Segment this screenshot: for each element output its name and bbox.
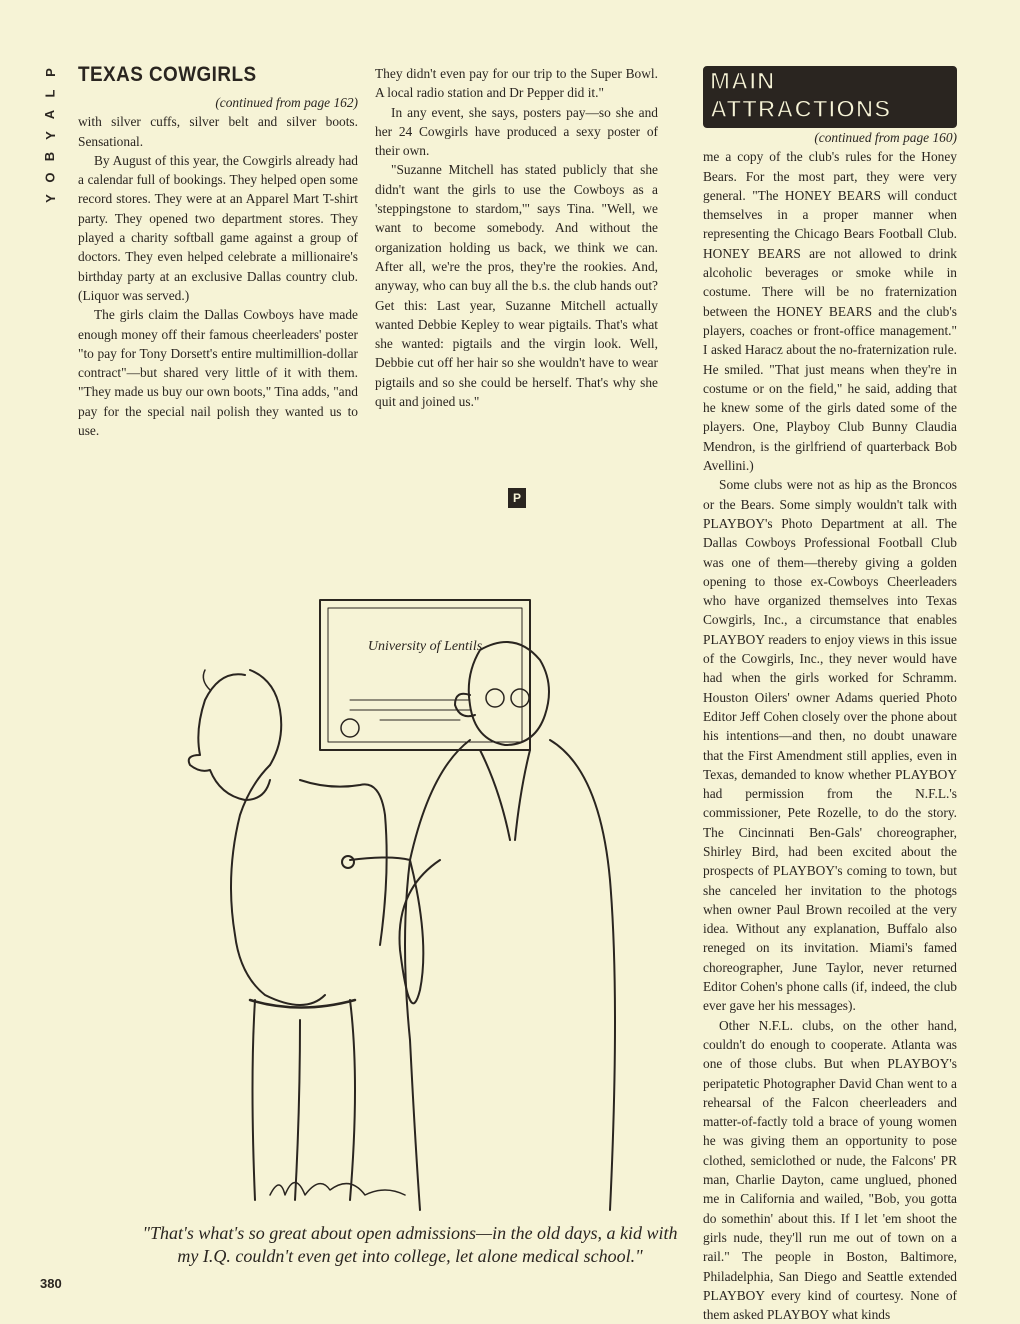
end-mark-rabbit-icon: P [508,488,526,508]
paragraph: They didn't even pay for our trip to the Super Bowl. A local radio station and Dr Pepper did it." [375,66,658,101]
right-article-column [703,66,957,1324]
left-article-column-2 [375,64,658,411]
cartoon-caption: "That's what's so great about open admissions—in the old days, a kid with my I.Q. couldn't even get into college, let alone medical school." [142,1223,678,1266]
continued-note: (continued from page 160) [814,130,957,145]
paragraph: In any event, she says, posters pay—so she and her 24 Cowgirls have produced a sexy poster of their own. [375,104,658,159]
article-title-main-attractions: MAIN ATTRACTIONS [710,68,892,123]
paragraph: with silver cuffs, silver belt and silver boots. Sensational. [78,114,358,149]
paragraph: Other N.F.L. clubs, on the other hand, couldn't do enough to cooperate. Atlanta was one of those clubs. But when PLAYBOY's peripatetic Photographer David Chan went to a rehearsal of the Falcon cheerleaders and matter-of-factly told a brace of young women he was giving them an opportunity to pose clothed, semiclothed or nude, the Falcons' PR man, Charlie Dayton, came unglued, phoned me in California and wailed, "Bob, you gotta do somethin' about this. If I let 'em shoot the girls nude, they'll run me out of town on a rail." The people in Boston, Baltimore, Philadelphia, San Diego and Seattle extended PLAYBOY every kind of courtesy. None of them asked PLAYBOY what kinds [703,1017,957,1323]
masthead-letter: B [42,151,58,162]
masthead-letter: L [42,89,58,98]
main-attractions-logo [703,66,957,128]
paragraph: Some clubs were not as hip as the Broncos or the Bears. Some simply wouldn't talk with PLAYBOY's Photo Department at all. The Dallas Cowboys Professional Football Club was one of them—thereby giving a golden opening to those ex-Cowboys Cheerleaders who have organized themselves into Texas Cowgirls, Inc., a circumstance that enables PLAYBOY readers to enjoy views in this issue of the Cowgirls, Inc., they never would have had when the girls worked for Schramm. Houston Oilers' owner Adams queried Photo Editor Jeff Cohen closely over the phone about his intentions—and then, no doubt unaware that the First Amendment still applies, even in Texas, demanded to know whether PLAYBOY had permission from the N.F.L.'s commissioner, Pete Rozelle, to do the story. The Cincinnati Ben-Gals' choreographer, Shirley Bird, had been excited about the prospects of PLAYBOY's coming to town, but she canceled her invitation to the photogs when owner Paul Brown recoiled at the very idea. Without any explanation, Buffalo also reneged on its invitation. Miami's famed choreographer, June Taylor, never returned Editor Cohen's phone calls (if, indeed, the club ever gave her his messages). [703,477,957,1014]
diploma-frame [320,600,530,750]
masthead-letter: Y [42,131,58,140]
paragraph: "Suzanne Mitchell has stated publicly that she didn't want the girls to use the Cowboys as a 'steppingstone to stardom,'" says Tina. "Well, we want to become somebody. And without the organization holding us back, we think we can. After all, we're the pros, they're the rookies. And, anyway, who can buy all the b.s. the club hands out? Get this: Last year, Suzanne Mitchell actually wanted Debbie Kepley to wear pigtails. That's what she wanted: pigtails and the virgin look. Well, Debbie cut off her hair so she wouldn't have to wear pigtails and so she could be herself. That's why she quit and joined us." [375,162,658,410]
left-article-column-1 [78,62,358,440]
continued-note: (continued from page 162) [215,95,358,110]
paragraph: By August of this year, the Cowgirls already had a calendar full of bookings. They helped open some record stores. They were at an Apparel Mart T-shirt party. They opened two department stores. They played a charity softball game against a group of doctors. They even helped celebrate a millionaire's birthday party at an exclusive Dallas country club. (Liquor was served.) [78,152,358,303]
cartoon-illustration [150,580,670,1220]
paragraph: The girls claim the Dallas Cowboys have made enough money off their famous cheerleaders' poster "to pay for Tony Dorsett's entire multimillion-dollar contract"—but shared very little of it with them. "They made us buy our own boots," Tina adds, "and pay for the special nail polish they wanted us to use. [78,307,358,439]
playboy-masthead [38,62,62,209]
masthead-letter: Y [42,194,58,203]
paragraph: me a copy of the club's rules for the Honey Bears. For the most part, they were very general. "The HONEY BEARS will conduct themselves in a proper manner when representing the Chicago Bears Football Club. HONEY BEARS are not allowed to drink alcoholic beverages or smoke while in costume. There will be no fraternization between the HONEY BEARS and the club's players, coaches or front-office management." I asked Haracz about the no-fraternization rule. He smiled. "That just means when they're in costume or on the field," he said, adding that he knew some of the girls dated some of the players. One, Playboy Club Bunny Claudia Mendron, is the girlfriend of quarterback Bob Avellini.) [703,149,957,474]
page-number: 380 [40,1276,62,1291]
masthead-letter: O [42,172,58,183]
masthead-letter: A [42,109,58,120]
article-title-texas-cowgirls: TEXAS COWGIRLS [78,63,257,86]
diploma-text: University of Lentils [367,639,483,654]
masthead-letter: P [42,68,58,77]
